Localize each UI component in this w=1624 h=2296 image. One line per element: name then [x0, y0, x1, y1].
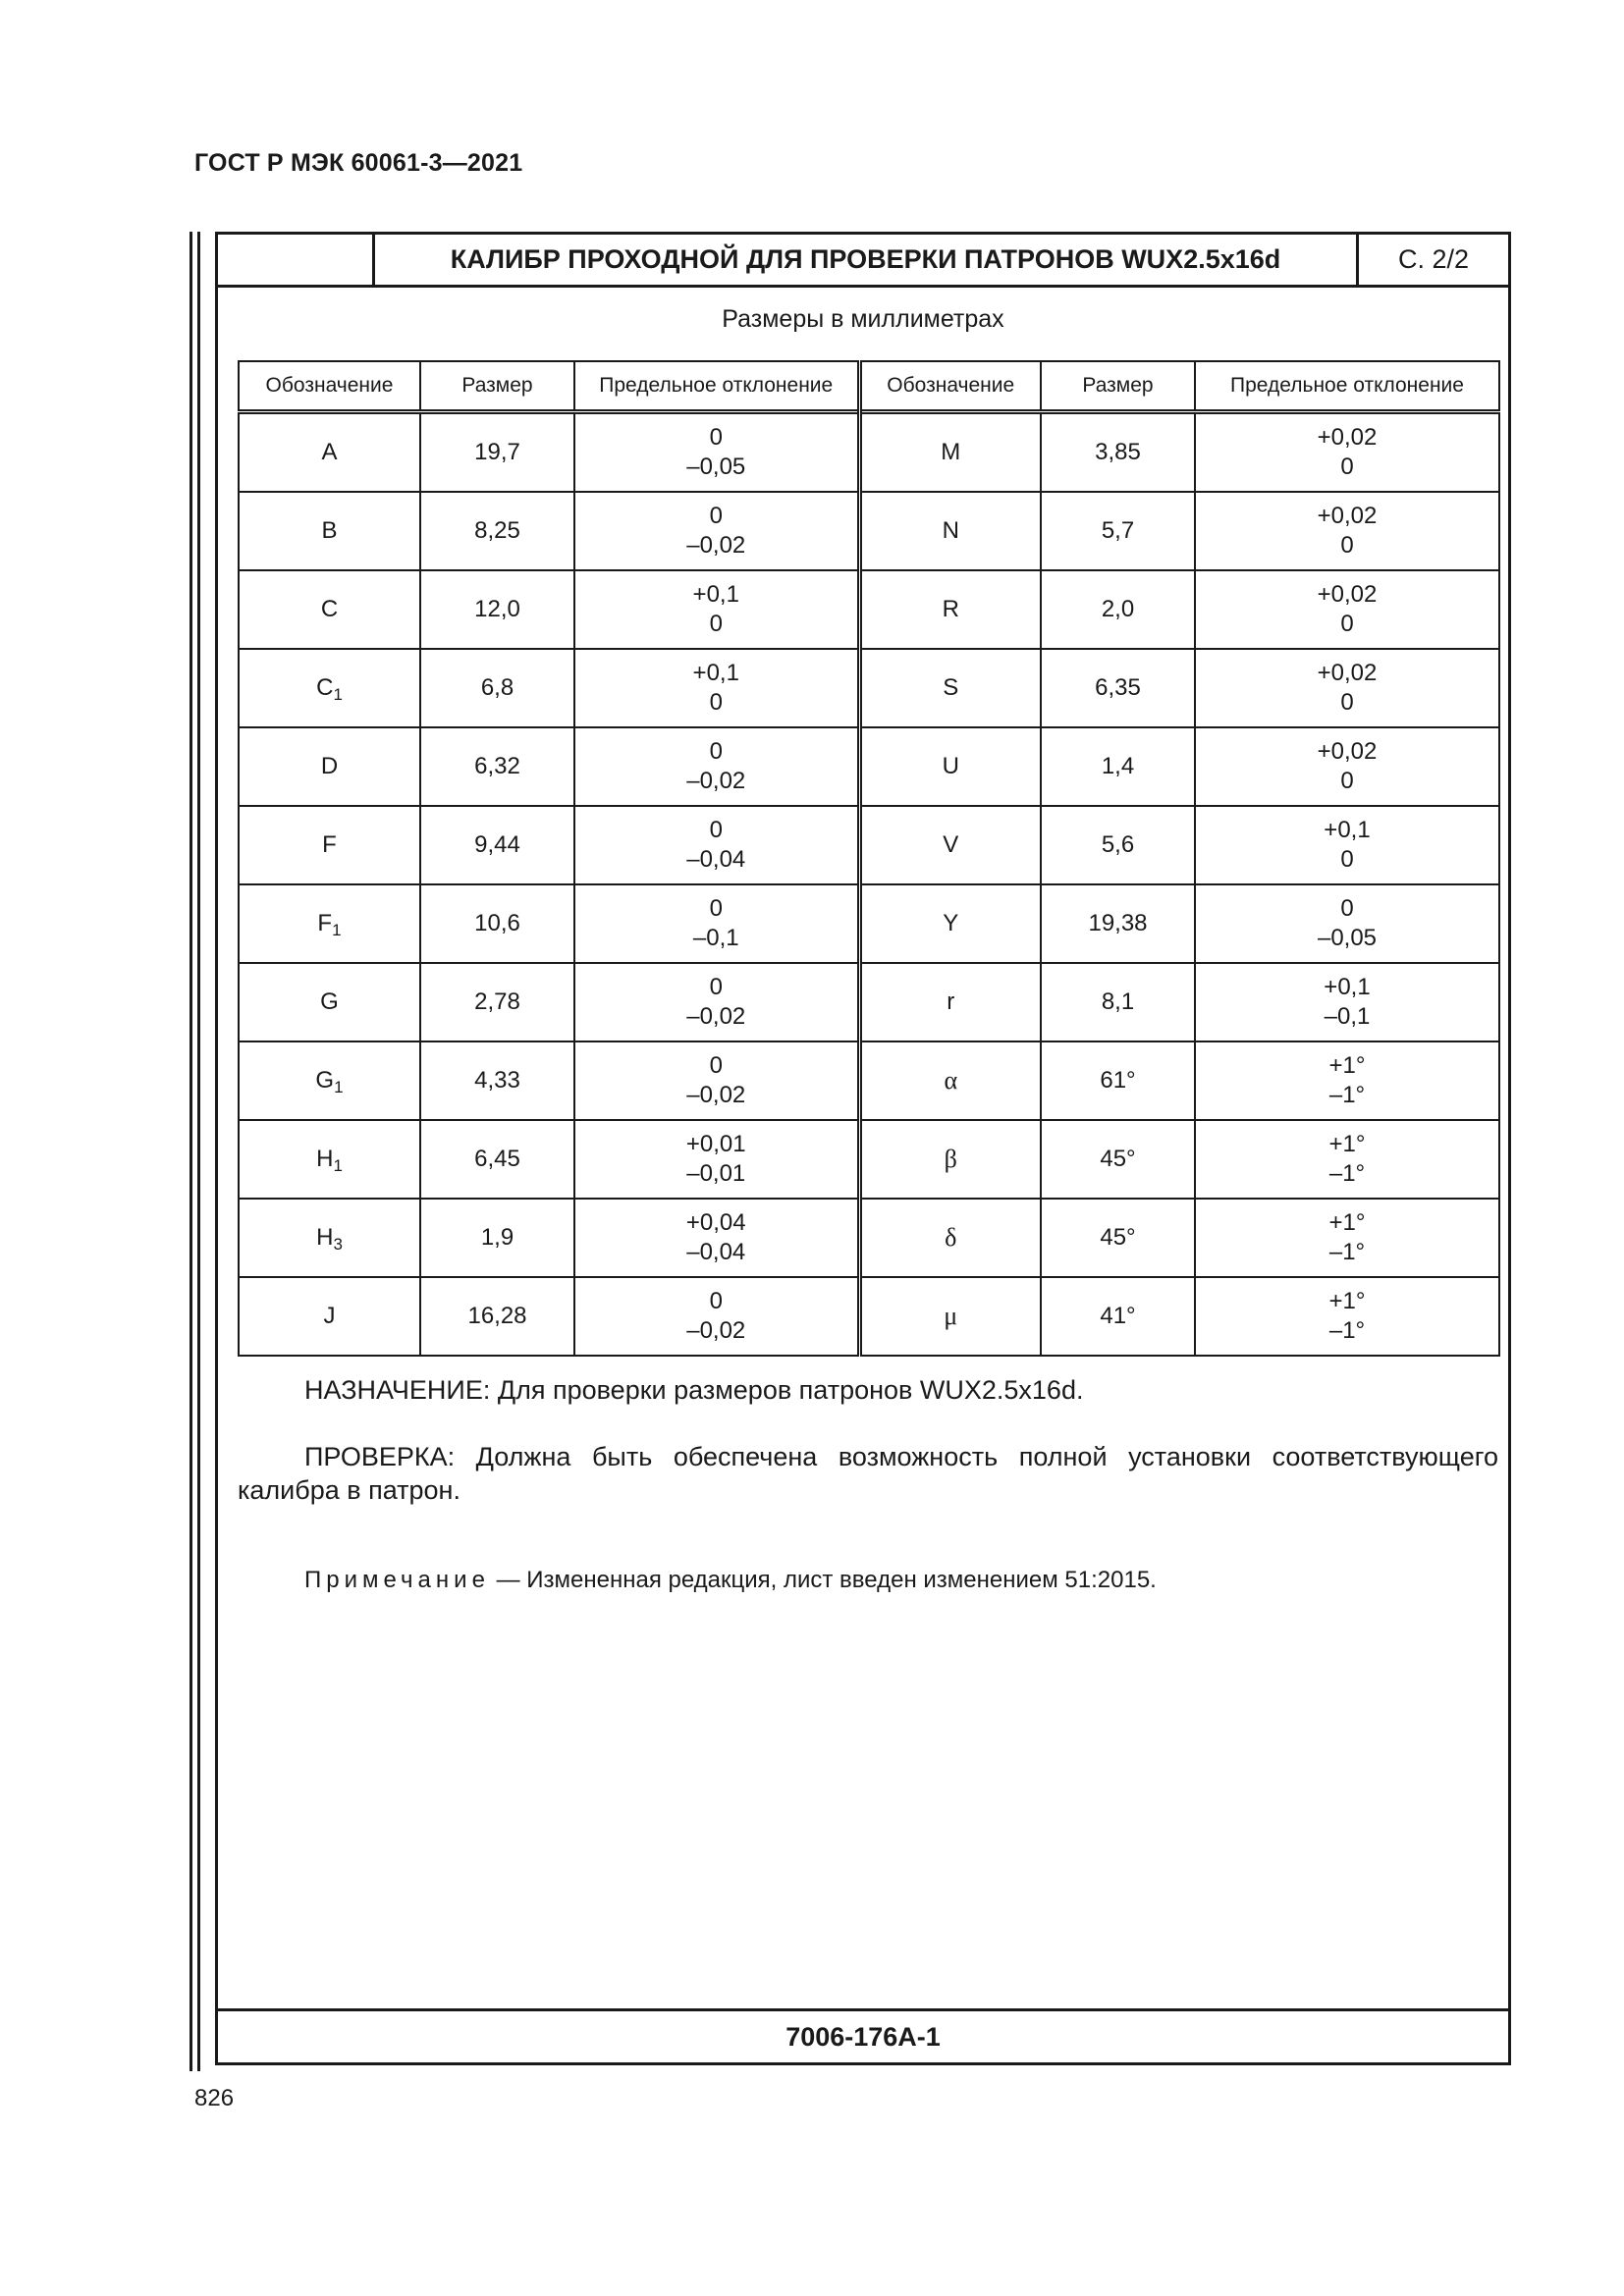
note-label: Примечание: [304, 1567, 490, 1593]
designation-symbol: Y: [943, 910, 959, 936]
tolerance-cell: [1195, 806, 1499, 884]
designation-symbol: G: [320, 988, 339, 1015]
upper-deviation: 0: [709, 503, 723, 529]
size-cell: 61°: [1041, 1041, 1195, 1120]
check-text: ПРОВЕРКА: Должна быть обеспечена возможность полной установки соответствующего калибра в патрон.: [238, 1442, 1498, 1505]
upper-deviation: 0: [709, 817, 723, 843]
tolerance-cell: [1195, 570, 1499, 649]
size-cell: 5,6: [1041, 806, 1195, 884]
upper-deviation: +0,02: [1317, 581, 1378, 608]
title-blank-cell: [218, 235, 375, 285]
upper-deviation: 0: [709, 424, 723, 451]
lower-deviation: –0,02: [686, 1003, 746, 1030]
lower-deviation: 0: [1340, 611, 1354, 637]
designation-symbol: C: [320, 596, 339, 622]
upper-deviation: +0,1: [692, 581, 739, 608]
designation-cell: [239, 963, 420, 1041]
designation-subscript: 1: [332, 921, 342, 939]
designation-symbol: N: [942, 517, 959, 544]
size-cell: 6,35: [1041, 649, 1195, 727]
size-cell: 9,44: [420, 806, 574, 884]
tolerance-cell: [1195, 727, 1499, 806]
tolerance-cell: [1195, 649, 1499, 727]
designation-cell: [859, 806, 1041, 884]
tolerance-cell: [574, 570, 859, 649]
table-row: [239, 492, 1499, 570]
size-cell: 45°: [1041, 1199, 1195, 1277]
column-header: Предельное отклонение: [1195, 361, 1499, 412]
tolerance-cell: [1195, 412, 1499, 493]
upper-deviation: +1°: [1328, 1131, 1366, 1157]
designation-cell: [859, 492, 1041, 570]
tolerance-cell: [574, 1120, 859, 1199]
purpose-text: НАЗНАЧЕНИЕ: Для проверки размеров патронов WUX2.5x16d.: [304, 1375, 1084, 1405]
designation-cell: [239, 884, 420, 963]
tolerance-cell: [574, 492, 859, 570]
designation-cell: [239, 412, 420, 493]
designation-symbol: D: [320, 753, 339, 779]
designation-symbol: δ: [945, 1222, 957, 1252]
size-cell: 1,9: [420, 1199, 574, 1277]
tolerance-cell: [574, 1199, 859, 1277]
tolerance-cell: [574, 884, 859, 963]
tolerance-cell: [574, 1277, 859, 1356]
tolerance-cell: [1195, 963, 1499, 1041]
designation-symbol: U: [942, 753, 959, 779]
lower-deviation: 0: [709, 689, 723, 716]
designation-cell: [239, 727, 420, 806]
tolerance-cell: [1195, 884, 1499, 963]
designation-cell: [859, 570, 1041, 649]
size-cell: 19,38: [1041, 884, 1195, 963]
tolerance-cell: [574, 963, 859, 1041]
upper-deviation: 0: [709, 1052, 723, 1079]
upper-deviation: +0,02: [1317, 738, 1378, 765]
note-text: — Измененная редакция, лист введен изменением 51:2015.: [489, 1567, 1157, 1593]
designation-cell: [239, 492, 420, 570]
title-row: [218, 235, 1508, 288]
size-cell: 1,4: [1041, 727, 1195, 806]
designation-cell: [239, 806, 420, 884]
table-row: [239, 884, 1499, 963]
designation-cell: [859, 727, 1041, 806]
upper-deviation: 0: [709, 974, 723, 1000]
table-row: [239, 806, 1499, 884]
tolerance-cell: [574, 727, 859, 806]
lower-deviation: 0: [1340, 846, 1354, 873]
designation-symbol: F: [322, 831, 337, 858]
size-cell: 8,1: [1041, 963, 1195, 1041]
size-cell: 6,45: [420, 1120, 574, 1199]
tolerance-cell: [574, 806, 859, 884]
upper-deviation: +0,1: [692, 660, 739, 686]
lower-deviation: –0,02: [686, 1317, 746, 1344]
designation-symbol: α: [944, 1065, 958, 1095]
lower-deviation: 0: [1340, 768, 1354, 794]
sheet-title: КАЛИБР ПРОХОДНОЙ ДЛЯ ПРОВЕРКИ ПАТРОНОВ WUX2.5x16d: [375, 235, 1359, 285]
upper-deviation: +0,1: [1324, 817, 1371, 843]
lower-deviation: –0,01: [686, 1160, 746, 1187]
size-cell: 3,85: [1041, 412, 1195, 493]
designation-symbol: C: [316, 674, 334, 701]
size-cell: 41°: [1041, 1277, 1195, 1356]
size-cell: 6,8: [420, 649, 574, 727]
tolerance-cell: [1195, 1041, 1499, 1120]
lower-deviation: –1°: [1328, 1160, 1366, 1187]
size-cell: 19,7: [420, 412, 574, 493]
size-cell: 8,25: [420, 492, 574, 570]
designation-subscript: 1: [333, 685, 343, 704]
document-header: ГОСТ Р МЭК 60061-3—2021: [194, 149, 523, 177]
designation-symbol: H: [316, 1224, 334, 1251]
table-row: [239, 963, 1499, 1041]
lower-deviation: –1°: [1328, 1239, 1366, 1265]
designation-symbol: r: [947, 988, 955, 1015]
lower-deviation: 0: [1340, 532, 1354, 559]
designation-cell: [239, 1199, 420, 1277]
designation-symbol: H: [316, 1146, 334, 1172]
lower-deviation: 0: [1340, 689, 1354, 716]
size-cell: 6,32: [420, 727, 574, 806]
lower-deviation: –1°: [1328, 1082, 1366, 1108]
designation-symbol: J: [323, 1303, 336, 1329]
margin-line: [197, 232, 200, 2071]
table-row: [239, 1277, 1499, 1356]
size-cell: 2,78: [420, 963, 574, 1041]
column-header: Обозначение: [239, 361, 420, 412]
dimensions-table: [238, 360, 1500, 1357]
table-row: [239, 1120, 1499, 1199]
tolerance-cell: [574, 1041, 859, 1120]
designation-cell: [859, 1041, 1041, 1120]
upper-deviation: 0: [1340, 895, 1354, 922]
lower-deviation: –0,05: [1317, 925, 1378, 951]
tolerance-cell: [1195, 1199, 1499, 1277]
designation-cell: [239, 1041, 420, 1120]
designation-subscript: 3: [333, 1235, 343, 1254]
sheet-footer: 7006-176A-1: [218, 2008, 1508, 2062]
table-row: [239, 727, 1499, 806]
designation-cell: [239, 1120, 420, 1199]
designation-cell: [859, 963, 1041, 1041]
lower-deviation: –0,1: [692, 925, 739, 951]
lower-deviation: –0,04: [686, 1239, 746, 1265]
upper-deviation: +1°: [1328, 1288, 1366, 1314]
size-cell: 45°: [1041, 1120, 1195, 1199]
column-header: Обозначение: [859, 361, 1041, 412]
lower-deviation: –0,05: [686, 454, 746, 480]
upper-deviation: +0,04: [685, 1209, 746, 1236]
table-row: [239, 570, 1499, 649]
table-row: [239, 412, 1499, 493]
designation-symbol: V: [943, 831, 959, 858]
lower-deviation: –0,02: [686, 532, 746, 559]
designation-subscript: 1: [334, 1078, 344, 1096]
upper-deviation: 0: [709, 1288, 723, 1314]
column-header: Размер: [1041, 361, 1195, 412]
dimensions-table-wrap: [238, 360, 1498, 1357]
tolerance-cell: [574, 412, 859, 493]
upper-deviation: +0,01: [685, 1131, 746, 1157]
designation-subscript: 1: [333, 1156, 343, 1175]
column-header: Предельное отклонение: [574, 361, 859, 412]
designation-cell: [859, 649, 1041, 727]
upper-deviation: +1°: [1328, 1052, 1366, 1079]
table-row: [239, 649, 1499, 727]
lower-deviation: 0: [709, 611, 723, 637]
designation-symbol: F: [317, 910, 333, 936]
size-cell: 16,28: [420, 1277, 574, 1356]
designation-cell: [859, 884, 1041, 963]
designation-symbol: A: [321, 439, 338, 465]
designation-cell: [239, 649, 420, 727]
tolerance-cell: [1195, 1277, 1499, 1356]
designation-symbol: S: [943, 674, 959, 701]
designation-symbol: β: [944, 1144, 957, 1173]
designation-cell: [859, 1120, 1041, 1199]
size-cell: 5,7: [1041, 492, 1195, 570]
table-row: [239, 1199, 1499, 1277]
lower-deviation: –1°: [1328, 1317, 1366, 1344]
designation-symbol: G: [315, 1067, 335, 1094]
page-number: 826: [194, 2085, 235, 2111]
table-row: [239, 1041, 1499, 1120]
upper-deviation: +0,02: [1317, 660, 1378, 686]
table-header-row: [239, 361, 1499, 412]
note: [238, 1564, 1498, 1597]
upper-deviation: 0: [709, 895, 723, 922]
designation-cell: [859, 1199, 1041, 1277]
tolerance-cell: [574, 649, 859, 727]
upper-deviation: +0,1: [1324, 974, 1371, 1000]
column-header: Размер: [420, 361, 574, 412]
lower-deviation: –0,02: [686, 1082, 746, 1108]
upper-deviation: +1°: [1328, 1209, 1366, 1236]
designation-symbol: B: [321, 517, 338, 544]
upper-deviation: 0: [709, 738, 723, 765]
upper-deviation: +0,02: [1317, 503, 1378, 529]
table-body: [239, 412, 1499, 1357]
sheet-page-label: С. 2/2: [1397, 244, 1470, 274]
lower-deviation: 0: [1340, 454, 1354, 480]
size-cell: 4,33: [420, 1041, 574, 1120]
designation-symbol: μ: [944, 1301, 958, 1330]
upper-deviation: +0,02: [1317, 424, 1378, 451]
size-cell: 2,0: [1041, 570, 1195, 649]
size-cell: 10,6: [420, 884, 574, 963]
designation-cell: [859, 412, 1041, 493]
designation-cell: [859, 1277, 1041, 1356]
designation-cell: [239, 570, 420, 649]
tolerance-cell: [1195, 492, 1499, 570]
sheet-frame: [215, 232, 1511, 2065]
lower-deviation: –0,04: [686, 846, 746, 873]
designation-cell: [239, 1277, 420, 1356]
designation-symbol: R: [942, 596, 959, 622]
size-cell: 12,0: [420, 570, 574, 649]
tolerance-cell: [1195, 1120, 1499, 1199]
lower-deviation: –0,1: [1324, 1003, 1371, 1030]
units-caption: Размеры в миллиметрах: [722, 305, 1004, 333]
margin-line: [189, 232, 192, 2071]
lower-deviation: –0,02: [686, 768, 746, 794]
designation-symbol: M: [941, 439, 961, 465]
